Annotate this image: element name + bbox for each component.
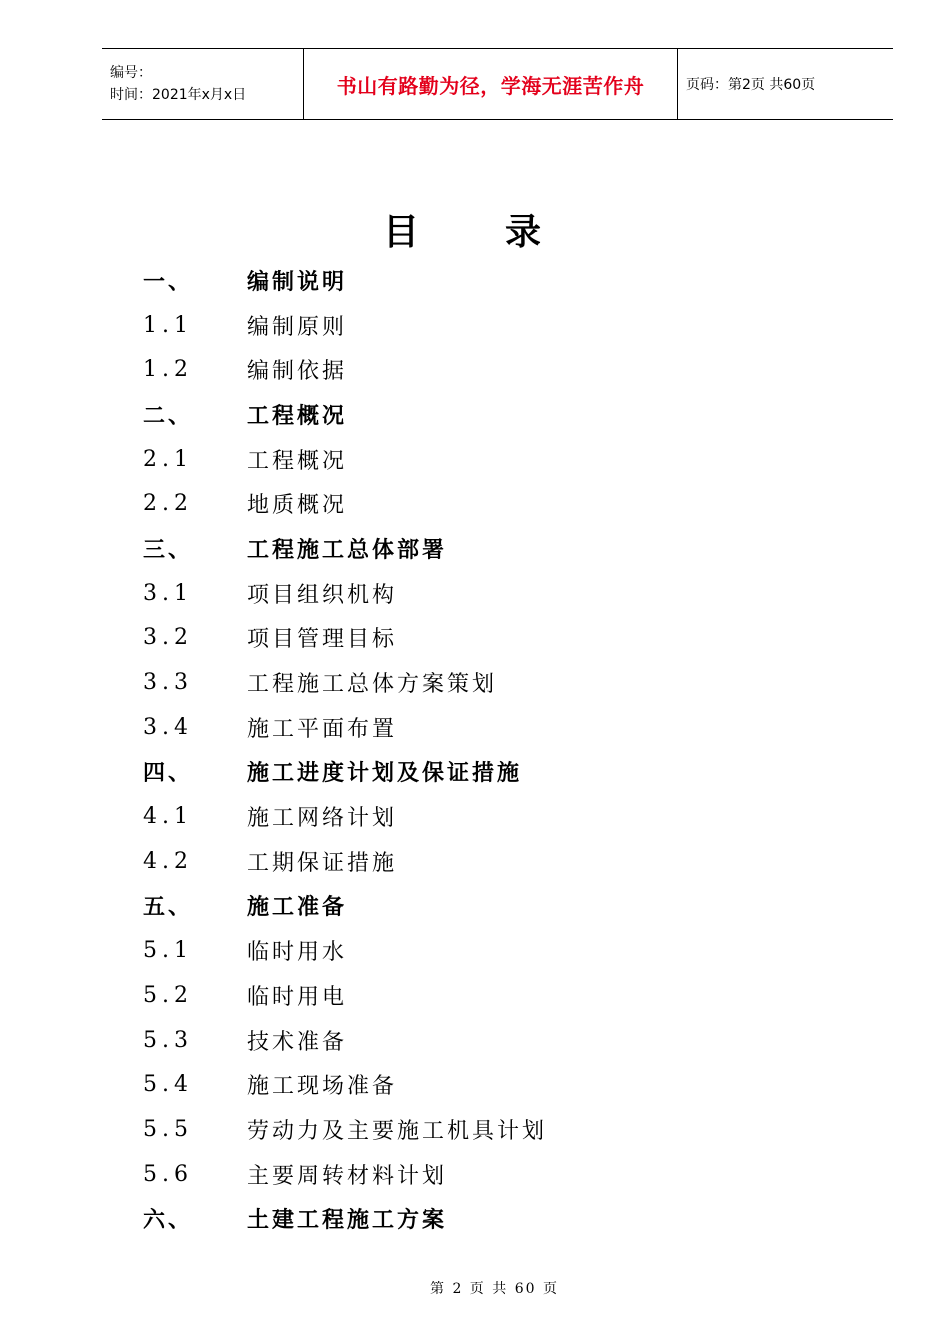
- toc-item-title: 项目组织机构: [247, 582, 398, 608]
- header-motto: 书山有路勤为径，学海无涯苦作舟: [304, 49, 678, 119]
- toc-item-number: 2.1: [143, 446, 193, 472]
- toc-item-title: 技术准备: [247, 1029, 348, 1055]
- toc-item-number: 5.3: [143, 1027, 193, 1053]
- toc-item-title: 编制原则: [247, 314, 348, 340]
- toc-item-number: 5.4: [143, 1072, 193, 1098]
- toc-subsection-item: [143, 1107, 843, 1152]
- toc-item-title: 编制说明: [247, 269, 348, 295]
- toc-item-title: 施工进度计划及保证措施: [247, 761, 523, 787]
- toc-item-title: 土建工程施工方案: [247, 1208, 448, 1234]
- toc-item-number: 3.4: [143, 714, 193, 740]
- toc-item-number: 5.1: [143, 938, 193, 964]
- page-header: [102, 48, 893, 120]
- toc-item-title: 工期保证措施: [247, 850, 398, 876]
- toc-subsection-item: [143, 928, 843, 973]
- toc-subsection-item: [143, 571, 843, 616]
- toc-subsection-item: [143, 839, 843, 884]
- toc-subsection-item: [143, 1018, 843, 1063]
- toc-section-heading: [143, 258, 843, 303]
- toc-item-title: 施工网络计划: [247, 806, 398, 832]
- toc-item-title: 临时用电: [247, 984, 348, 1010]
- toc-item-title: 项目管理目标: [247, 627, 398, 653]
- toc-item-title: 编制依据: [247, 359, 348, 385]
- toc-item-number: 5.6: [143, 1161, 193, 1187]
- header-meta: [102, 49, 304, 119]
- toc-subsection-item: [143, 481, 843, 526]
- toc-subsection-item: [143, 794, 843, 839]
- toc-item-number: 四、: [143, 761, 194, 787]
- toc-subsection-item: [143, 303, 843, 348]
- toc-item-title: 施工现场准备: [247, 1074, 398, 1100]
- toc-subsection-item: [143, 616, 843, 661]
- toc-subsection-item: [143, 1062, 843, 1107]
- toc-item-number: 三、: [143, 537, 194, 563]
- toc-item-number: 3.1: [143, 580, 193, 606]
- toc-section-heading: [143, 392, 843, 437]
- toc-item-title: 施工准备: [247, 895, 348, 921]
- toc-item-number: 六、: [143, 1208, 194, 1234]
- toc-item-number: 1.2: [143, 357, 193, 383]
- toc-section-heading: [143, 750, 843, 795]
- document-date-label: 时间：2021年x月x日: [110, 87, 247, 103]
- document-number-label: 编号：: [110, 65, 152, 81]
- toc-section-heading: [143, 526, 843, 571]
- toc-item-number: 2.2: [143, 491, 193, 517]
- toc-subsection-item: [143, 705, 843, 750]
- toc-subsection-item: [143, 1152, 843, 1197]
- toc-item-title: 地质概况: [247, 493, 348, 519]
- toc-item-title: 主要周转材料计划: [247, 1163, 448, 1189]
- toc-item-number: 二、: [143, 403, 194, 429]
- toc-subsection-item: [143, 347, 843, 392]
- toc-subsection-item: [143, 973, 843, 1018]
- toc-subsection-item: [143, 660, 843, 705]
- toc-item-number: 一、: [143, 269, 194, 295]
- toc-item-number: 4.1: [143, 804, 193, 830]
- toc-item-number: 5.5: [143, 1116, 193, 1142]
- toc-item-number: 4.2: [143, 848, 193, 874]
- toc-item-title: 劳动力及主要施工机具计划: [247, 1118, 548, 1144]
- toc-item-title: 工程施工总体方案策划: [247, 672, 498, 698]
- toc-item-title: 工程概况: [247, 448, 348, 474]
- toc-item-number: 五、: [143, 895, 194, 921]
- toc-item-title: 临时用水: [247, 940, 348, 966]
- toc-item-number: 3.3: [143, 670, 193, 696]
- header-page-info: 页码：第2页 共60页: [686, 77, 816, 93]
- document-title: 目录: [382, 211, 627, 253]
- page-footer: 第 2 页 共 60 页: [430, 1281, 559, 1297]
- toc-item-title: 工程概况: [247, 403, 348, 429]
- toc-item-number: 5.2: [143, 982, 193, 1008]
- toc-item-number: 3.2: [143, 625, 193, 651]
- toc-section-heading: [143, 884, 843, 929]
- toc-subsection-item: [143, 437, 843, 482]
- table-of-contents: [143, 258, 843, 1241]
- toc-item-title: 工程施工总体部署: [247, 537, 448, 563]
- toc-item-title: 施工平面布置: [247, 716, 398, 742]
- toc-item-number: 1.1: [143, 312, 193, 338]
- toc-section-heading: [143, 1196, 843, 1241]
